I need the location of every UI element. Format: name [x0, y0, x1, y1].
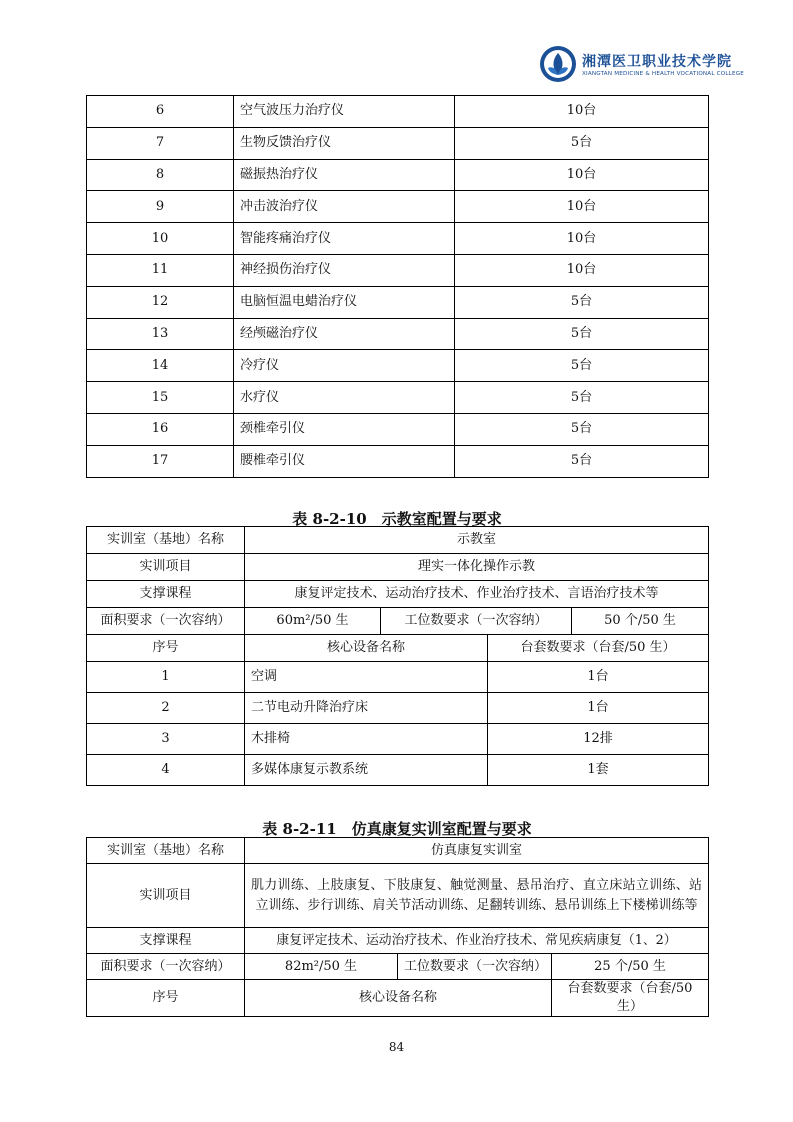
room-name-row — [87, 527, 709, 554]
area-value: 60m²/50 生 — [245, 608, 381, 635]
table-row — [87, 382, 709, 414]
equipment-quantity: 12排 — [488, 724, 709, 755]
equipment-name: 神经损伤治疗仪 — [234, 254, 455, 286]
row-number: 17 — [87, 445, 234, 477]
table-row — [87, 350, 709, 382]
table-caption-sim-room: 表 8-2-11 仿真康复实训室配置与要求 — [262, 820, 532, 838]
course-value: 康复评定技术、运动治疗技术、作业治疗技术、言语治疗技术等 — [245, 581, 709, 608]
sim-rehab-room-table — [86, 837, 709, 1017]
col-header-no: 序号 — [87, 635, 245, 662]
room-name-label: 实训室（基地）名称 — [87, 527, 245, 554]
equipment-quantity: 10台 — [455, 191, 709, 223]
project-value: 肌力训练、上肢康复、下肢康复、触觉测量、悬吊治疗、直立床站立训练、站立训练、步行训练、肩关节活动训练、足翻转训练、悬吊训练上下楼梯训练等 — [245, 864, 709, 928]
table-row — [87, 159, 709, 191]
equipment-quantity: 5台 — [455, 350, 709, 382]
equipment-quantity: 1套 — [488, 755, 709, 786]
course-row — [87, 581, 709, 608]
project-value: 理实一体化操作示教 — [245, 554, 709, 581]
equipment-table-continued — [86, 95, 709, 478]
college-emblem-icon — [538, 44, 578, 84]
course-value: 康复评定技术、运动治疗技术、作业治疗技术、常见疾病康复（1、2） — [245, 928, 709, 954]
area-row — [87, 608, 709, 635]
column-header-row — [87, 635, 709, 662]
equipment-quantity: 10台 — [455, 96, 709, 128]
table-row — [87, 254, 709, 286]
course-label: 支撑课程 — [87, 581, 245, 608]
equipment-name: 腰椎牵引仪 — [234, 445, 455, 477]
equipment-quantity: 5台 — [455, 382, 709, 414]
demo-room-table — [86, 526, 709, 786]
equipment-name: 颈椎牵引仪 — [234, 413, 455, 445]
room-name-row — [87, 838, 709, 864]
col-header-qty: 台套数要求（台套/50 生） — [488, 635, 709, 662]
table-row — [87, 96, 709, 128]
course-label: 支撑课程 — [87, 928, 245, 954]
equipment-quantity: 5台 — [455, 318, 709, 350]
equipment-name: 电脑恒温电蜡治疗仪 — [234, 286, 455, 318]
area-label: 面积要求（一次容纳） — [87, 608, 245, 635]
col-header-no: 序号 — [87, 980, 245, 1017]
table-row — [87, 662, 709, 693]
equipment-name: 空气波压力治疗仪 — [234, 96, 455, 128]
course-row — [87, 928, 709, 954]
college-english-name: XIANGTAN MEDICINE & HEALTH VOCATIONAL COLLEGE — [582, 71, 744, 77]
seats-value: 50 个/50 生 — [572, 608, 709, 635]
table-row — [87, 445, 709, 477]
row-number: 14 — [87, 350, 234, 382]
table-row — [87, 755, 709, 786]
row-number: 16 — [87, 413, 234, 445]
equipment-name: 磁振热治疗仪 — [234, 159, 455, 191]
row-number: 11 — [87, 254, 234, 286]
table-row — [87, 724, 709, 755]
table-row — [87, 223, 709, 255]
room-name-value: 仿真康复实训室 — [245, 838, 709, 864]
equipment-quantity: 1台 — [488, 693, 709, 724]
seats-label: 工位数要求（一次容纳） — [398, 954, 552, 980]
equipment-name: 空调 — [245, 662, 488, 693]
seats-label: 工位数要求（一次容纳） — [381, 608, 572, 635]
equipment-name: 木排椅 — [245, 724, 488, 755]
column-header-row — [87, 980, 709, 1017]
room-name-value: 示教室 — [245, 527, 709, 554]
equipment-quantity: 10台 — [455, 159, 709, 191]
equipment-quantity: 5台 — [455, 286, 709, 318]
row-number: 2 — [87, 693, 245, 724]
equipment-name: 冲击波治疗仪 — [234, 191, 455, 223]
row-number: 3 — [87, 724, 245, 755]
equipment-name: 冷疗仪 — [234, 350, 455, 382]
seats-value: 25 个/50 生 — [552, 954, 709, 980]
table-row — [87, 413, 709, 445]
project-label: 实训项目 — [87, 554, 245, 581]
row-number: 7 — [87, 127, 234, 159]
table-caption-demo-room: 表 8-2-10 示教室配置与要求 — [292, 510, 502, 528]
equipment-name: 经颅磁治疗仪 — [234, 318, 455, 350]
page-number: 84 — [388, 1040, 405, 1054]
table-row — [87, 191, 709, 223]
equipment-quantity: 5台 — [455, 413, 709, 445]
project-row — [87, 554, 709, 581]
row-number: 9 — [87, 191, 234, 223]
equipment-quantity: 10台 — [455, 223, 709, 255]
college-logo — [538, 44, 744, 90]
equipment-name: 二节电动升降治疗床 — [245, 693, 488, 724]
table-row — [87, 127, 709, 159]
row-number: 12 — [87, 286, 234, 318]
table-row — [87, 286, 709, 318]
room-name-label: 实训室（基地）名称 — [87, 838, 245, 864]
table-row — [87, 318, 709, 350]
row-number: 10 — [87, 223, 234, 255]
equipment-name: 多媒体康复示教系统 — [245, 755, 488, 786]
project-label: 实训项目 — [87, 864, 245, 928]
equipment-name: 水疗仪 — [234, 382, 455, 414]
col-header-name: 核心设备名称 — [245, 980, 552, 1017]
row-number: 4 — [87, 755, 245, 786]
col-header-qty: 台套数要求（台套/50 生） — [552, 980, 709, 1017]
area-value: 82m²/50 生 — [245, 954, 398, 980]
equipment-name: 生物反馈治疗仪 — [234, 127, 455, 159]
equipment-name: 智能疼痛治疗仪 — [234, 223, 455, 255]
row-number: 1 — [87, 662, 245, 693]
college-name: 湘潭医卫职业技术学院 — [582, 54, 732, 70]
col-header-name: 核心设备名称 — [245, 635, 488, 662]
project-row — [87, 864, 709, 928]
row-number: 15 — [87, 382, 234, 414]
area-row — [87, 954, 709, 980]
equipment-quantity: 5台 — [455, 127, 709, 159]
table-row — [87, 693, 709, 724]
row-number: 13 — [87, 318, 234, 350]
equipment-quantity: 5台 — [455, 445, 709, 477]
row-number: 8 — [87, 159, 234, 191]
equipment-quantity: 10台 — [455, 254, 709, 286]
row-number: 6 — [87, 96, 234, 128]
equipment-quantity: 1台 — [488, 662, 709, 693]
area-label: 面积要求（一次容纳） — [87, 954, 245, 980]
equipment-table-body — [87, 96, 709, 478]
